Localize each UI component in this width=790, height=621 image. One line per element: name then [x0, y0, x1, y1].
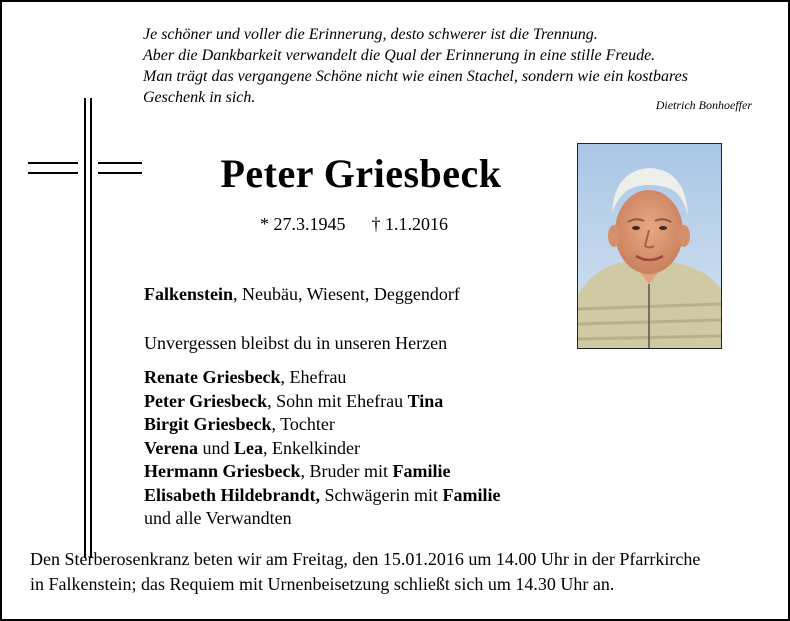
quote-author: Dietrich Bonhoeffer	[655, 98, 752, 112]
notice-line: in Falkenstein; das Requiem mit Urnenbeisetzung schließt sich um 14.30 Uhr an.	[30, 574, 615, 594]
family-row: Peter Griesbeck, Sohn mit Ehefrau Tina	[144, 390, 444, 411]
quote-line: Aber die Dankbarkeit verwandelt die Qual der Erinnerung in eine stille Freude.	[143, 47, 656, 64]
remembrance-text: Unvergessen bleibst du in unseren Herzen	[144, 333, 448, 353]
family-row: Hermann Griesbeck, Bruder mit Familie	[144, 461, 451, 481]
quote-block	[143, 24, 773, 108]
family-list	[144, 366, 501, 531]
family-row: Renate Griesbeck, Ehefrau	[144, 367, 347, 387]
deceased-name: Peter Griesbeck	[220, 151, 502, 196]
places-line	[144, 284, 460, 305]
birth-date: * 27.3.1945	[260, 214, 346, 234]
portrait-photo	[577, 143, 722, 349]
family-row: Verena und Lea, Enkelkinder	[144, 437, 360, 458]
life-dates	[260, 214, 448, 235]
quote-line: Geschenk in sich.	[143, 89, 256, 106]
notice-line: Den Sterberosenkranz beten wir am Freitag, den 15.01.2016 um 14.00 Uhr in der Pfarrkirche	[30, 549, 701, 569]
quote-line: Je schöner und voller die Erinnerung, desto schwerer ist die Trennung.	[143, 26, 598, 43]
place-rest: , Neubäu, Wiesent, Deggendorf	[233, 284, 460, 304]
service-notice	[30, 547, 770, 597]
family-row: Birgit Griesbeck, Tochter	[144, 414, 335, 434]
death-date: † 1.1.2016	[371, 214, 448, 234]
place-main: Falkenstein	[144, 284, 234, 304]
family-row: Elisabeth Hildebrandt, Schwägerin mit Familie	[144, 484, 501, 505]
quote-line: Man trägt das vergangene Schöne nicht wie einen Stachel, sondern wie ein kostbares	[143, 68, 688, 85]
family-row: und alle Verwandten	[144, 508, 292, 528]
